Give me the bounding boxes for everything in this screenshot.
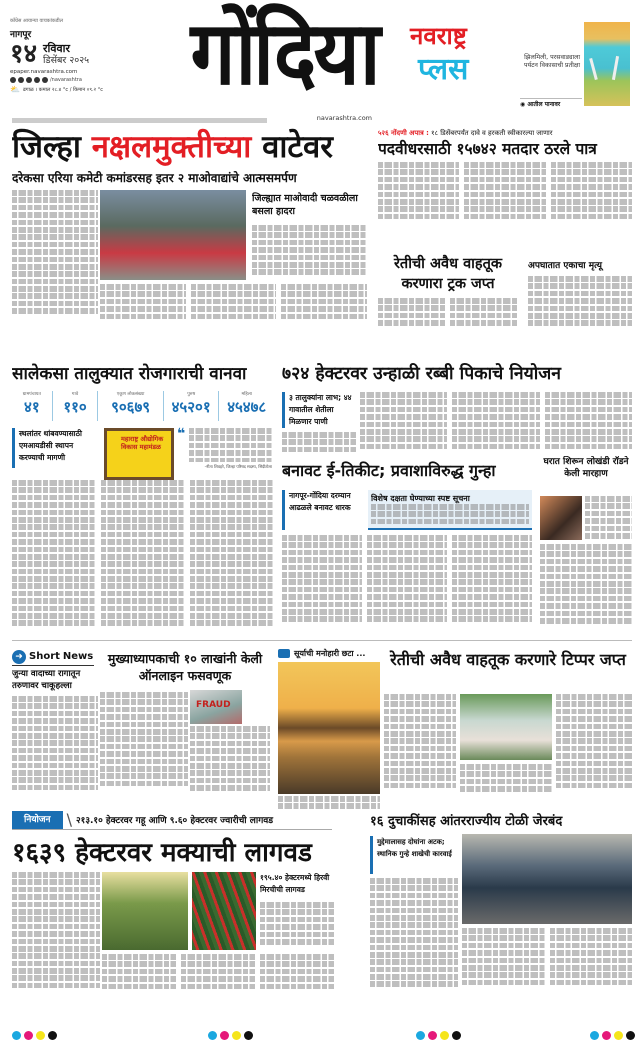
black-dot: [626, 1031, 635, 1040]
voters-headline: पदवीधरसाठी १५७४२ मतदार ठरले पात्र: [378, 140, 597, 158]
registration-marks: [416, 1031, 461, 1040]
registration-marks: [590, 1031, 635, 1040]
fraud-body-2: [190, 726, 270, 794]
rabi-body: [360, 392, 632, 454]
black-dot: [48, 1031, 57, 1040]
fraud-image-text: FRAUD: [196, 700, 231, 710]
yellow-dot: [36, 1031, 45, 1040]
niyojan-body: [12, 872, 100, 998]
niyojan-strap: नियोजन \ २१३.१० हेक्टरवर गहू आणि ९.६० हेक्टरवर ज्वारीची लागवड: [12, 810, 332, 830]
social-handle: /navarashtra: [50, 77, 82, 83]
cyan-dot: [416, 1031, 425, 1040]
maize-image[interactable]: [102, 872, 188, 950]
masthead-info: [10, 18, 145, 108]
assault-headline: घरात शिरून लोखंडी रॉडने केली मारहाण: [543, 457, 629, 479]
magenta-dot: [220, 1031, 229, 1040]
assault-image[interactable]: [540, 496, 582, 540]
ticket-sub: नागपूर-गोंदिया दरम्यान आढळले बनावट धारक: [282, 490, 362, 530]
fraud-headline: मुख्याध्यापकाची १० लाखांनी केली ऑनलाइन फसवणूक: [107, 651, 263, 683]
assault-body-2: [540, 544, 632, 630]
stat-item: गावे ११०: [53, 391, 99, 421]
magenta-dot: [24, 1031, 33, 1040]
facebook-icon[interactable]: [10, 77, 16, 83]
niyojan-body-2: [102, 954, 334, 998]
rabi-sub: ३ तालुक्यांना लाभ; ४४ गावातील शेतीला मिळणार पाणी: [282, 392, 356, 428]
month-year: डिसेंबर २०२५: [43, 54, 90, 66]
accident-body: [528, 276, 632, 328]
magenta-dot: [602, 1031, 611, 1040]
bikes-headline: १६ दुचाकींसह आंतरराज्यीय टोळी जेरबंद: [370, 814, 563, 829]
bikes-photo[interactable]: [462, 834, 632, 924]
tipper-image[interactable]: [460, 694, 552, 760]
tipper-body-3: [460, 764, 552, 794]
stat-item: महिला ४५४७८: [227, 392, 267, 416]
salekasa-sub: स्थलांतर थांबवण्यासाठी एमआयडीसी स्थापन करण्याची मागणी: [12, 428, 100, 468]
lead-subhead: दरेकसा एरिया कमेटी कमांडरसह इतर २ माओवाद्यांचे आत्मसमर्पण: [12, 171, 297, 185]
voters-body: [378, 162, 632, 224]
lead-headline: जिल्हा नक्षलमुक्तीच्या वाटेवर: [12, 129, 333, 165]
chilli-image[interactable]: [192, 872, 256, 950]
weather: ढगाळ । कमाल २८.४ °c / किमान ०९.२ °c: [22, 86, 103, 93]
lead-side-body: [252, 225, 367, 280]
promo-text[interactable]: झिलमिली, परसवाड्याला पर्यटन विकासाची प्रतीक्षा: [524, 54, 580, 69]
lead-side-head: जिल्ह्यात माओवादी चळवळीला बसला हादरा: [252, 193, 358, 217]
stat-item: पुरुष ४५२०१: [164, 391, 220, 421]
short-news-headline: जुन्या वादाच्या रागातून तरुणावर चाकूहल्ला: [12, 669, 81, 691]
fraud-image[interactable]: [190, 690, 242, 724]
linkedin-icon[interactable]: [42, 77, 48, 83]
midc-board-image[interactable]: [104, 428, 174, 480]
chilli-headline: १९५.४० हेक्टरमध्ये हिरवी मिरचीची लागवड: [260, 873, 330, 894]
stat-item: ग्रामपंचायत ४१: [12, 391, 53, 421]
registration-marks: [208, 1031, 253, 1040]
bikes-sub: मुद्देमालासह दोघांना अटक; स्थानिक गुन्हे शाखेची कारवाई: [370, 836, 458, 874]
stat-item: एकूण लोकसंख्या ९०६७९: [98, 391, 164, 421]
youtube-icon[interactable]: [34, 77, 40, 83]
brand-bottom: प्लस: [418, 52, 469, 87]
niyojan-tag: नियोजन: [12, 811, 63, 829]
lead-body-2: [100, 284, 367, 324]
short-news-label: ➜ Short News: [12, 648, 94, 666]
cyan-dot: [208, 1031, 217, 1040]
day-number: १४: [10, 39, 38, 69]
ticket-headline: बनावट ई-तिकीट; प्रवाशाविरुद्ध गुन्हा: [282, 461, 496, 480]
bikes-body-2: [462, 928, 632, 998]
cyan-dot: [590, 1031, 599, 1040]
short-news-body: [12, 696, 98, 794]
yellow-dot: [614, 1031, 623, 1040]
midc-board-text: महाराष्ट्र औद्योगिक विकास महामंडळ: [121, 435, 164, 451]
voters-kicker: ५२६ नोंदणी अपात्र : १८ डिसेंबरपर्यंत दावे व हरकती स्वीकारल्या जाणार: [378, 129, 553, 137]
registration-marks: [12, 1031, 57, 1040]
rabi-headline: ७२४ हेक्टरवर उन्हाळी रब्बी पिकाचे नियोजन: [282, 364, 561, 384]
city: नागपूर: [10, 30, 32, 40]
surrender-photo[interactable]: [100, 190, 246, 280]
fraud-body: [100, 692, 188, 794]
yellow-dot: [440, 1031, 449, 1040]
tipper-headline: रेतीची अवैध वाहतूक करणारे टिप्पर जप्त: [390, 650, 626, 669]
accident-headline: अपघातात एकाचा मृत्यू: [528, 261, 602, 271]
photo-title: सूर्याची मनोहारी छटा ...: [278, 648, 378, 659]
promo-author: ◉ आतील पानावर: [520, 98, 582, 108]
sand-truck-headline: रेतीची अवैध वाहतूक करणारा ट्रक जप्त: [394, 256, 502, 292]
magenta-dot: [428, 1031, 437, 1040]
sunset-photo[interactable]: [278, 662, 380, 794]
masthead-bar: [12, 118, 267, 123]
ticket-box-title: विशेष दक्षता घेण्याच्या स्पष्ट सूचना: [371, 494, 470, 503]
instagram-icon[interactable]: [18, 77, 24, 83]
chilli-body: [260, 902, 334, 950]
black-dot: [452, 1031, 461, 1040]
assault-body: [585, 496, 632, 540]
ticket-box: [368, 490, 532, 530]
quote-icon: ❝: [177, 426, 186, 442]
bikes-body: [370, 878, 458, 998]
yellow-dot: [232, 1031, 241, 1040]
divider: [12, 640, 632, 641]
website[interactable]: navarashtra.com: [316, 114, 372, 122]
epaper-url[interactable]: epaper.navarashtra.com: [10, 69, 78, 75]
black-dot: [244, 1031, 253, 1040]
weekday: रविवार: [43, 41, 70, 55]
tagline: काँग्रेस आयान्या वाचकांकडील: [10, 18, 64, 24]
slash-divider: \: [66, 810, 72, 829]
x-icon[interactable]: [26, 77, 32, 83]
niyojan-headline: १६३९ हेक्टरवर मक्याची लागवड: [12, 838, 312, 868]
tipper-body-2: [556, 694, 632, 794]
salekasa-stats: [12, 391, 274, 421]
rabi-body-2: [282, 432, 356, 454]
salekasa-headline: सालेकसा तालुक्यात रोजगाराची वानवा: [12, 364, 247, 384]
masthead-title: गोंदिया: [190, 2, 378, 105]
salekasa-quote: [177, 428, 272, 462]
salekasa-quote-by: -नीता शिवहरे, जिल्हा परिषद सदस्य, सिंदीटोला: [204, 464, 272, 469]
camera-icon: [278, 649, 290, 658]
sand-truck-body: [378, 298, 518, 328]
salekasa-body: [12, 480, 274, 630]
tipper-body: [384, 694, 456, 794]
cloud-sun-icon: ⛅: [10, 85, 20, 94]
promo-image-cranes[interactable]: [584, 22, 630, 106]
cyan-dot: [12, 1031, 21, 1040]
brand-top: नवराष्ट्र: [410, 22, 467, 50]
arrow-circle-icon: ➜: [12, 650, 26, 664]
author-icon: ◉: [520, 101, 526, 108]
lead-body: [12, 190, 98, 322]
ticket-body: [282, 535, 532, 630]
